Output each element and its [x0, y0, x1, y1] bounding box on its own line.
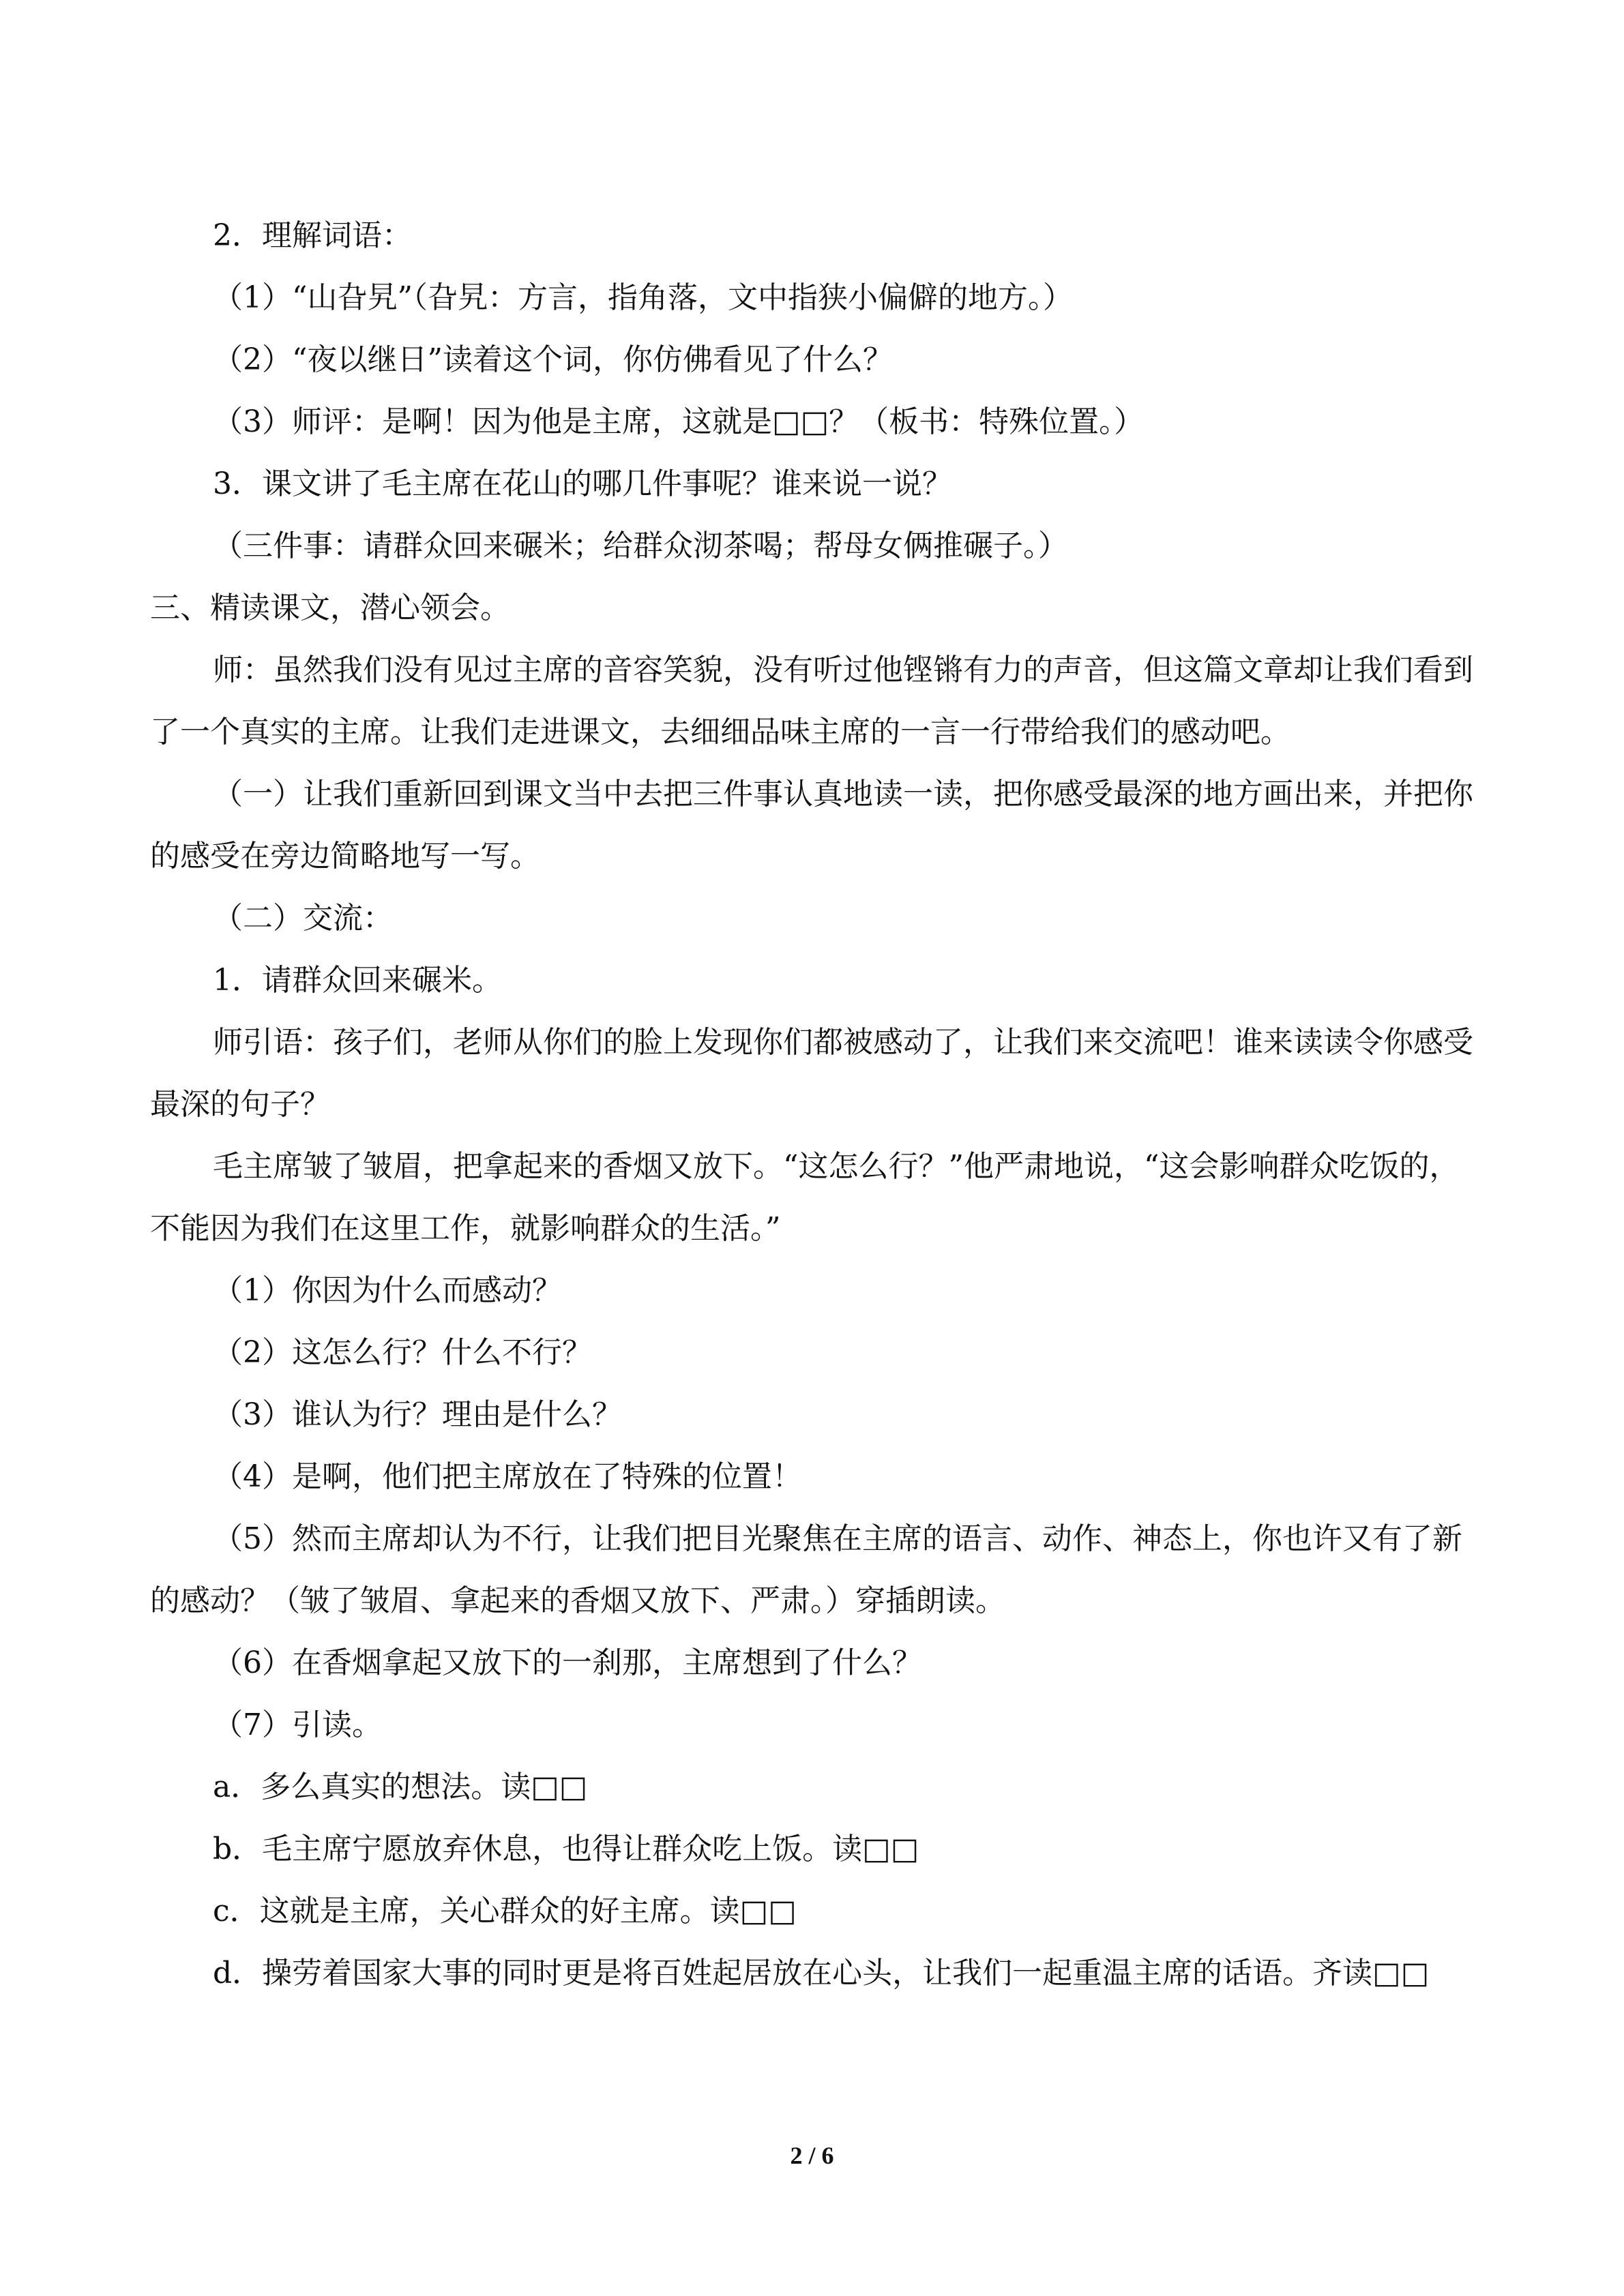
answer-three-events: （三件事：请群众回来碾米；给群众沏茶喝；帮母女俩推碾子。）: [213, 528, 1068, 563]
discussion-q5: （5）然而主席却认为不行，让我们把目光聚焦在主席的语言、动作、神态上，你也许又有了新的感动？（皱了皱眉、拿起来的香烟又放下、严肃。）穿插朗读。: [150, 1521, 1462, 1618]
discussion-q4: （4）是啊，他们把主席放在了特殊的位置！: [213, 1459, 802, 1494]
teacher-intro-paragraph: 师：虽然我们没有见过主席的音容笑貌，没有听过他铿锵有力的声音，但这篇文章却让我们看到了一个真实的主席。让我们走进课文，去细细品味主席的一言一行带给我们的感动吧。: [150, 653, 1473, 749]
discussion-q3: （3）谁认为行？理由是什么？: [213, 1397, 622, 1432]
guided-read-a: a．多么真实的想法。读□□: [213, 1770, 588, 1804]
discussion-q7: （7）引读。: [213, 1708, 382, 1742]
item-word-3: （3）师评：是啊！因为他是主席，这就是□□？（板书：特殊位置。）: [213, 404, 1145, 439]
page-body: [150, 205, 1480, 2004]
teacher-guide-paragraph: 师引语：孩子们，老师从你们的脸上发现你们都被感动了，让我们来交流吧！谁来读读令你感受最深的句子？: [150, 1025, 1473, 1122]
item-word-1: （1）“山旮旯”（旮旯：方言，指角落，文中指狭小偏僻的地方。）: [213, 280, 1073, 315]
item-word-2: （2）“夜以继日”读着这个词，你仿佛看见了什么？: [213, 342, 893, 377]
discussion-q1: （1）你因为什么而感动？: [213, 1273, 562, 1308]
guided-read-d: d．操劳着国家大事的同时更是将百姓起居放在心头，让我们一起重温主席的话语。齐读□□: [213, 1956, 1430, 1991]
quoted-passage: 毛主席皱了皱眉，把拿起来的香烟又放下。“这怎么行？”他严肃地说，“这会影响群众吃饭的，不能因为我们在这里工作，就影响群众的生活。”: [150, 1149, 1460, 1246]
step-discuss: （二）交流：: [213, 901, 393, 936]
discussion-q2: （2）这怎么行？什么不行？: [213, 1335, 592, 1370]
heading-understand-words: 2．理解词语：: [213, 218, 412, 253]
page-number: 2 / 6: [790, 2142, 834, 2169]
guided-read-b: b．毛主席宁愿放弃休息，也得让群众吃上饭。读□□: [213, 1832, 919, 1866]
section-heading-3: 三、精读课文，潜心领会。: [150, 591, 510, 625]
event-1-title: 1．请群众回来碾米。: [213, 963, 502, 998]
question-three-events: 3．课文讲了毛主席在花山的哪几件事呢？谁来说一说？: [213, 466, 952, 501]
discussion-q6: （6）在香烟拿起又放下的一刹那，主席想到了什么？: [213, 1645, 922, 1680]
guided-read-c: c．这就是主席，关心群众的好主席。读□□: [213, 1894, 797, 1928]
step-read-paragraph: （一）让我们重新回到课文当中去把三件事认真地读一读，把你感受最深的地方画出来，并把你的感受在旁边简略地写一写。: [150, 777, 1473, 874]
